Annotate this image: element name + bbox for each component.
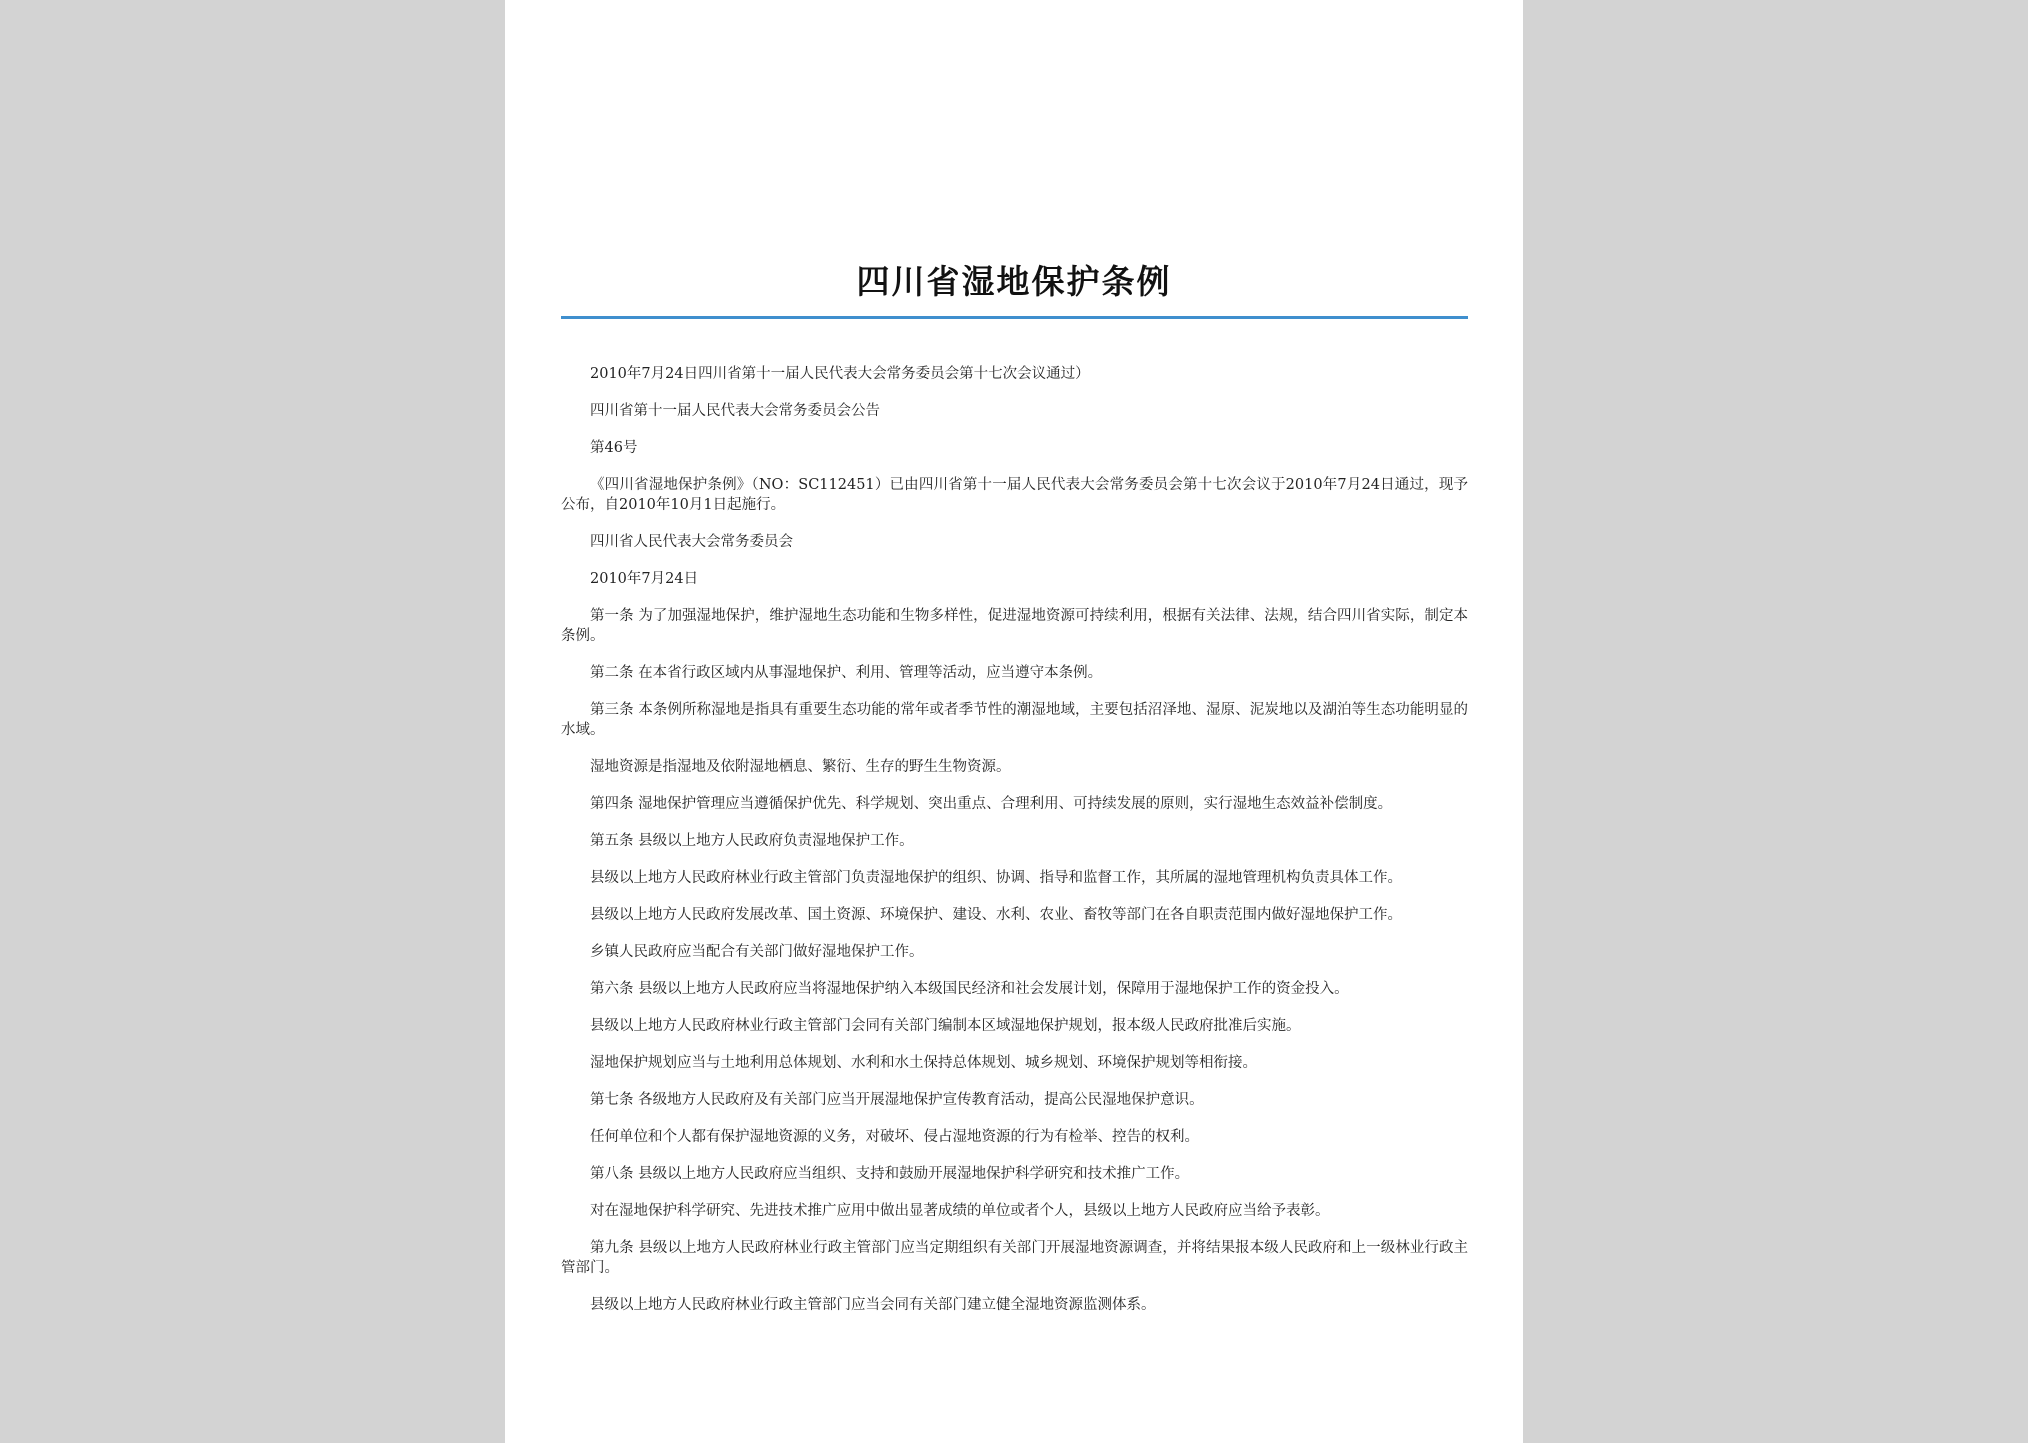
paragraph: 湿地资源是指湿地及依附湿地栖息、繁衍、生存的野生生物资源。 [590, 759, 1011, 775]
paragraph: 四川省第十一届人民代表大会常务委员会公告 [590, 403, 880, 419]
paragraph: 第五条 县级以上地方人民政府负责湿地保护工作。 [590, 833, 914, 849]
document-title: 四川省湿地保护条例 [856, 262, 1172, 301]
paragraph: 第三条 本条例所称湿地是指具有重要生态功能的常年或者季节性的潮湿地域，主要包括沼泽地、湿原、泥炭地以及湖泊等生态功能明显的水域。 [561, 702, 1468, 738]
paragraph: 第六条 县级以上地方人民政府应当将湿地保护纳入本级国民经济和社会发展计划，保障用于湿地保护工作的资金投入。 [590, 981, 1349, 997]
paragraph: 第八条 县级以上地方人民政府应当组织、支持和鼓励开展湿地保护科学研究和技术推广工作。 [590, 1166, 1190, 1182]
paragraph: 第九条 县级以上地方人民政府林业行政主管部门应当定期组织有关部门开展湿地资源调查，并将结果报本级人民政府和上一级林业行政主管部门。 [561, 1240, 1468, 1276]
paragraph: 县级以上地方人民政府林业行政主管部门应当会同有关部门建立健全湿地资源监测体系。 [590, 1297, 1156, 1313]
paragraph: 四川省人民代表大会常务委员会 [590, 534, 793, 550]
paragraph: 第二条 在本省行政区域内从事湿地保护、利用、管理等活动，应当遵守本条例。 [590, 665, 1103, 681]
paragraph: 县级以上地方人民政府林业行政主管部门会同有关部门编制本区域湿地保护规划，报本级人民政府批准后实施。 [590, 1018, 1301, 1034]
paragraph: 任何单位和个人都有保护湿地资源的义务，对破坏、侵占湿地资源的行为有检举、控告的权利。 [590, 1129, 1199, 1145]
document-page [505, 0, 1523, 1443]
paragraph: 县级以上地方人民政府发展改革、国土资源、环境保护、建设、水利、农业、畜牧等部门在各自职责范围内做好湿地保护工作。 [590, 907, 1402, 923]
paragraph: 湿地保护规划应当与土地利用总体规划、水利和水土保持总体规划、城乡规划、环境保护规划等相衔接。 [590, 1055, 1257, 1071]
paragraph: 第46号 [590, 440, 638, 456]
paragraph: 乡镇人民政府应当配合有关部门做好湿地保护工作。 [590, 944, 924, 960]
paragraph: 第四条 湿地保护管理应当遵循保护优先、科学规划、突出重点、合理利用、可持续发展的原则，实行湿地生态效益补偿制度。 [590, 796, 1393, 812]
document-body [561, 364, 1468, 1332]
title-divider [561, 316, 1468, 319]
paragraph: 第一条 为了加强湿地保护，维护湿地生态功能和生物多样性，促进湿地资源可持续利用，根据有关法律、法规，结合四川省实际，制定本条例。 [561, 608, 1468, 644]
paragraph: 第七条 各级地方人民政府及有关部门应当开展湿地保护宣传教育活动，提高公民湿地保护意识。 [590, 1092, 1204, 1108]
paragraph: 县级以上地方人民政府林业行政主管部门负责湿地保护的组织、协调、指导和监督工作，其所属的湿地管理机构负责具体工作。 [590, 870, 1402, 886]
paragraph: 2010年7月24日四川省第十一届人民代表大会常务委员会第十七次会议通过） [590, 366, 1090, 382]
paragraph: 对在湿地保护科学研究、先进技术推广应用中做出显著成绩的单位或者个人，县级以上地方人民政府应当给予表彰。 [590, 1203, 1330, 1219]
paragraph: 2010年7月24日 [590, 571, 699, 587]
paragraph: 《四川省湿地保护条例》（NO：SC112451）已由四川省第十一届人民代表大会常务委员会第十七次会议于2010年7月24日通过，现予公布，自2010年10月1日起施行。 [561, 477, 1468, 513]
